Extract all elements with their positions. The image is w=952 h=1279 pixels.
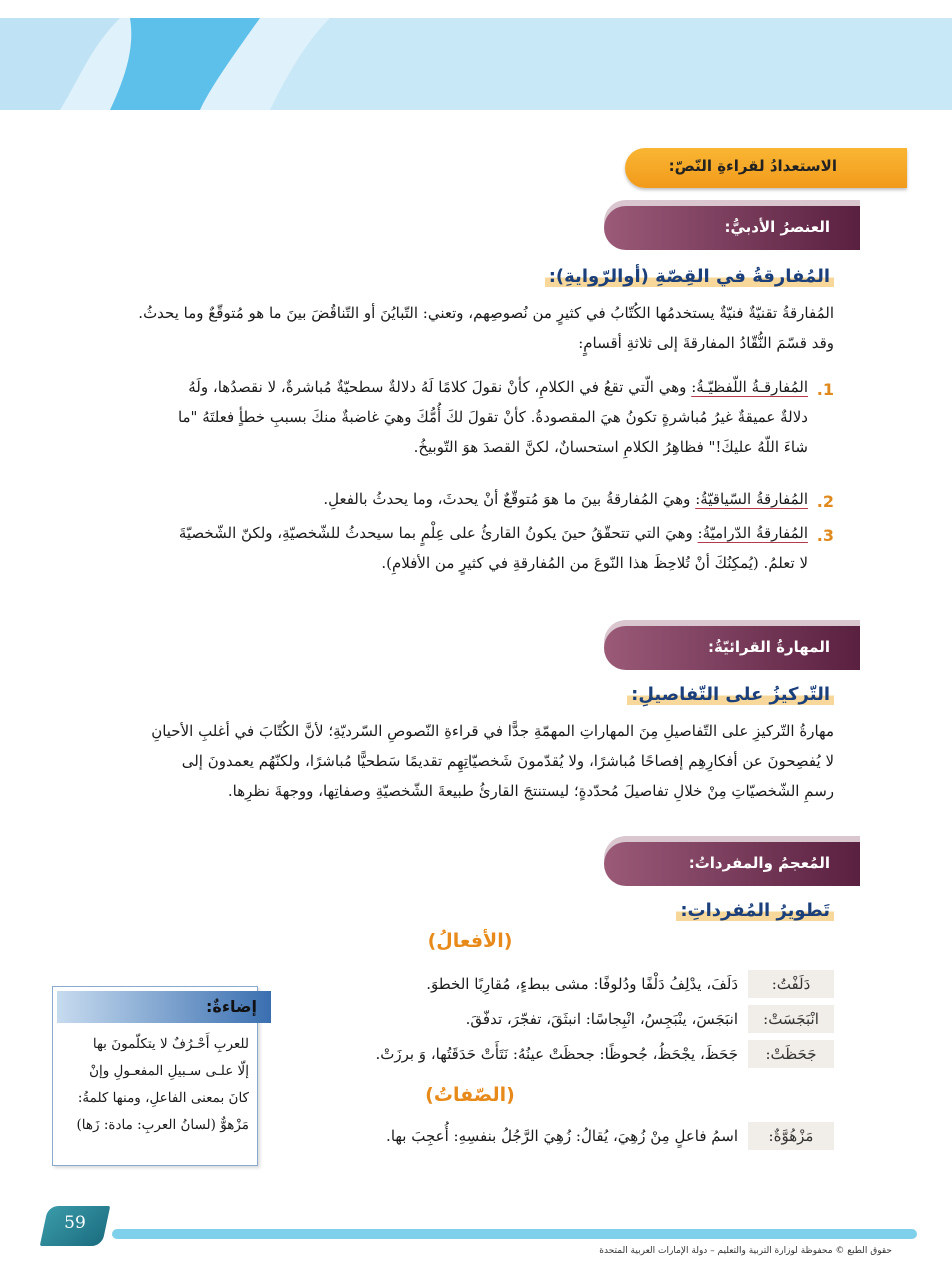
irony-intro-line-1: المُفارقةُ تقنيّةٌ فنيّةٌ يستخدمُها الكُتّابُ في كثيرٍ من نُصوصِهم، وتعني: التّبايُنَ أو التّناقُضَ بينَ ما هو مُتوقّعٌ وما يحدثُ. <box>138 304 834 322</box>
reading-skill-label: المهارةُ القرائيّةُ: <box>708 638 830 656</box>
details-heading: التّركيزُ على التّفاصيلِ: <box>234 684 834 705</box>
vocab-heading: تَطويرُ المُفرداتِ: <box>234 900 834 921</box>
note-title: إضاءةٌ: <box>206 997 257 1016</box>
details-paragraph: مهارةُ التّركيزِ على التّفاصيلِ مِنَ المهاراتِ المهمّةِ جدًّا في قراءةِ النّصوصِ السّرديّةِ؛ لأنَّ الكُتّابَ في أغلبِ الأحيانِ لا يُفصِحونَ عن أفكارِهِم إفصاحًا مُباشرًا، ولا يُقدّمونَ شَخصيّاتِهِم تقديمًا سَطحيًّا مُباشرًا، ولكنّهُم يعمدونَ إلى رسمِ الشّخصيّاتِ مِنْ خلالِ تفاصيلَ مُحدّدةٍ؛ ليستنتجَ القارئُ طبيعةَ الشّخصيّةِ وصفاتِها، ووجهةَ نظرِها. <box>151 722 834 800</box>
copyright-notice: حقوق الطبع © محفوظة لوزارة التربية والتعليم – دولة الإمارات العربية المتحدة <box>599 1246 892 1256</box>
irony-item-situational: المُفارقةُ السّياقيّةُ: وهيَ المُفارقةُ بينَ ما هوَ مُتوقّعٌ أنْ يحدثَ، وما يحدثُ بالفعلِ. <box>323 490 808 508</box>
section-reading-prep-title: الاستعدادُ لقراءةِ النّصّ: <box>668 157 837 175</box>
literary-element-pill <box>604 206 860 250</box>
footer-bar <box>112 1229 917 1239</box>
irony-item-verbal: المُفارقـةُ اللّفظيّـةُ: وهي الّتي تقعُ في الكلامِ، كأنْ نقولَ كلامًا لَهُ دلالةٌ سطحيّةٌ مُباشرةٌ، لا نقصدُها، ولَهُ دلالةٌ عميقةٌ غيرُ مُباشرةٍ تكونُ هيَ المقصودةُ. كأنْ تقولَ لكَ أُمُّكَ وهيَ غاضبةٌ منكَ بسببِ خطأٍ فعلتَهُ "ما شاءَ اللّهُ عليكَ!" فظاهِرُ الكلامِ استحسانٌ، لكنَّ القصدَ هوَ التّوبيخُ. <box>177 378 808 456</box>
verbs-subtitle: (الأفعالُ) <box>427 930 513 952</box>
vocab-def-1: دَلَفَ، يدْلِفُ دَلْفًا ودُلوفًا: مشى ببطءٍ، مُقارِبًا الخطوَ. <box>426 975 738 993</box>
vocab-def-2: انبَجَسَ، ينْبَجِسُ، انْبِجاسًا: انبثَقَ، تفجّرَ، تدفّقَ. <box>465 1010 738 1028</box>
note-header <box>57 991 271 1023</box>
literary-element-label: العنصرُ الأدبيُّ: <box>724 218 830 236</box>
page-number: 59 <box>64 1213 86 1233</box>
item-number-3: .3 <box>816 526 834 545</box>
item-number-2: .2 <box>816 492 834 511</box>
vocab-word-3: جَحَظَتْ: <box>748 1040 834 1068</box>
section-reading-prep-pill <box>625 148 907 188</box>
irony-intro <box>94 298 834 358</box>
vocab-def-4: اسمُ فاعلٍ مِنْ زُهِيَ، يُقالُ: زُهِيَ الرَّجُلُ بنفسِهِ: أُعجِبَ بها. <box>386 1127 738 1145</box>
note-body: للعربِ أَحْـرُفٌ لا يتكلّمونَ بها إلّا علـى سـبيلِ المفعـولِ وإنْ كانَ بمعنى الفاعلِ، ومنها كلمةُ: مَزْهوٌّ (لسانُ العربِ: مادة: زَها) <box>76 1036 249 1133</box>
item-number-1: .1 <box>816 380 834 399</box>
vocab-word-4: مَزْهُوَّةٌ: <box>748 1122 834 1150</box>
vocab-word-1: دَلَفْتُ: <box>748 970 834 998</box>
vocab-def-3: جَحَظَ، يجْحَظُ، جُحوظًا: جحظَتْ عينُهُ: نَتَأَتْ حَدَقَتُها، وَ برزَتْ. <box>375 1045 738 1063</box>
irony-intro-line-2: وقد قسّمَ النُّقّادُ المفارقةَ إلى ثلاثةِ أقسامٍ: <box>578 334 834 352</box>
term-dramatic-irony: المُفارقةُ الدّراميّةُ: <box>697 524 808 542</box>
note-box <box>52 986 258 1166</box>
irony-item-dramatic: المُفارقةُ الدّراميّةُ: وهيَ التي تتحقّقُ حينَ يكونُ القارئُ على عِلْمٍ بما سيحدثُ للشّخصيّةِ، ولكنّ الشّخصيّةَ لا تعلمُ. (يُمكِنُكَ أنْ تُلاحِظَ هذا النّوعَ من المُفارقةِ في كثيرٍ من الأفلامِ). <box>178 524 808 572</box>
adjectives-subtitle: (الصّفاتُ) <box>425 1084 515 1106</box>
term-situational-irony: المُفارقةُ السّياقيّةُ: <box>695 490 808 508</box>
vocab-word-2: انْبَجَسَتْ: <box>748 1005 834 1033</box>
irony-heading: المُفارقةُ في القِصّةِ (أوالرّوايةِ): <box>234 266 834 287</box>
lexicon-label: المُعجمُ والمفرداتُ: <box>688 854 830 872</box>
header-banner <box>0 18 952 110</box>
reading-skill-pill <box>604 626 860 670</box>
term-verbal-irony: المُفارقـةُ اللّفظيّـةُ: <box>691 378 808 396</box>
lexicon-pill <box>604 842 860 886</box>
